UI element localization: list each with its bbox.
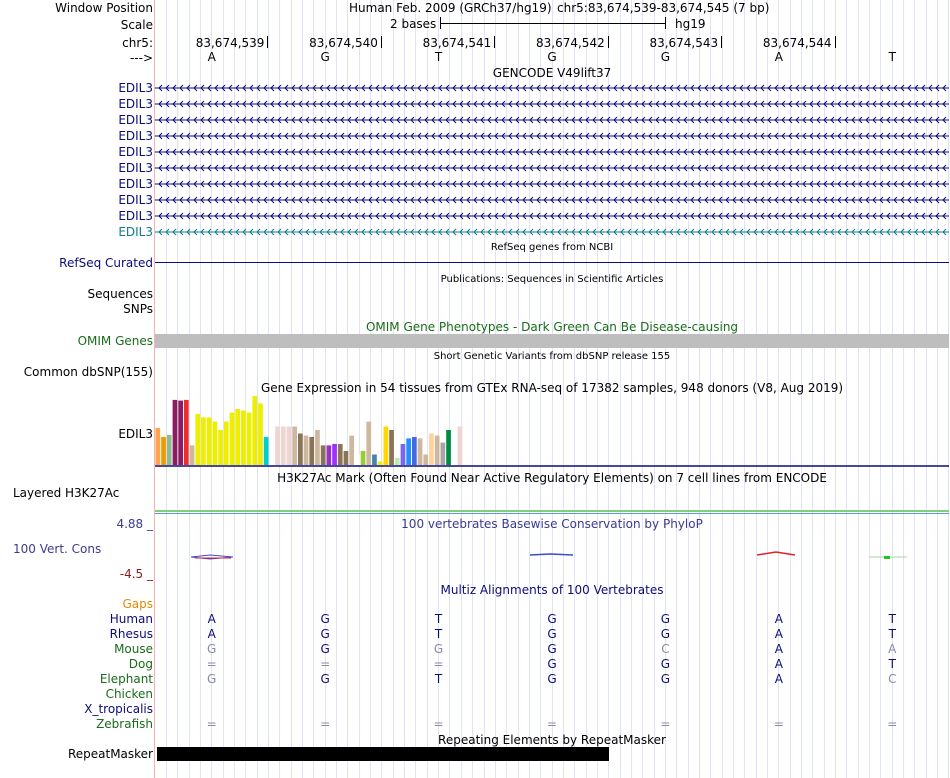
scale-bar-left-tick — [440, 17, 441, 29]
gtex-tissue-bar[interactable] — [304, 436, 309, 465]
gtex-tissue-bar[interactable] — [264, 437, 269, 465]
gencode-transcript-intron[interactable] — [155, 225, 949, 239]
gtex-tissue-bar[interactable] — [184, 400, 189, 465]
gtex-bar-chart[interactable] — [155, 396, 949, 468]
phylop-signal[interactable] — [155, 548, 949, 564]
gtex-tissue-bar[interactable] — [401, 444, 406, 465]
alignment-base: T — [888, 657, 896, 671]
reference-base: T — [888, 50, 896, 64]
species-label[interactable]: Chicken — [105, 687, 153, 701]
alignment-base: G — [207, 642, 217, 656]
gencode-transcript-label[interactable]: EDIL3 — [118, 209, 153, 223]
sequences-track-label[interactable]: Sequences — [87, 287, 153, 301]
alignment-base: G — [320, 627, 330, 641]
alignment-base: = — [433, 717, 444, 731]
gencode-transcript-label[interactable]: EDIL3 — [118, 81, 153, 95]
gtex-tissue-bar[interactable] — [235, 409, 240, 465]
phylop-min-label: -4.5 _ — [119, 567, 153, 581]
repeatmasker-element[interactable] — [157, 747, 609, 761]
phylop-mark-2 — [530, 554, 573, 555]
reference-base: G — [547, 50, 557, 64]
alignment-base: G — [660, 612, 671, 626]
coordinate-tick — [267, 36, 268, 48]
gencode-transcript-label[interactable]: EDIL3 — [118, 161, 153, 175]
species-label[interactable]: Zebrafish — [96, 717, 153, 731]
alignment-base: G — [660, 657, 671, 671]
gtex-tissue-bar[interactable] — [201, 417, 206, 465]
gtex-tissue-bar[interactable] — [361, 451, 366, 465]
alignment-base: G — [547, 642, 557, 656]
coordinate-label: 83,674,544 — [762, 36, 832, 50]
alignment-base: G — [207, 672, 217, 686]
gtex-tissue-bar[interactable] — [344, 451, 349, 465]
coordinate-tick — [835, 36, 836, 48]
gtex-tissue-bar[interactable] — [241, 410, 246, 465]
phylop-mark-4-box — [884, 556, 890, 559]
gencode-track-title: GENCODE V49lift37 — [492, 66, 612, 80]
alignment-base: A — [774, 642, 783, 656]
gtex-tissue-bar[interactable] — [230, 413, 235, 466]
alignment-base: G — [320, 612, 330, 626]
alignment-base: G — [547, 612, 557, 626]
gencode-transcript-label[interactable]: EDIL3 — [118, 145, 153, 159]
scale-text: 2 bases — [390, 17, 437, 31]
gencode-transcript-label[interactable]: EDIL3 — [118, 225, 153, 239]
gtex-tissue-bar[interactable] — [441, 443, 446, 465]
db-text: hg19 — [675, 17, 706, 31]
alignment-base: T — [434, 672, 443, 686]
gencode-transcript-label[interactable]: EDIL3 — [118, 97, 153, 111]
scale-label: Scale — [120, 18, 153, 32]
alignment-base: A — [888, 642, 897, 656]
gencode-transcript-label[interactable]: EDIL3 — [118, 177, 153, 191]
h3k27ac-track-title: H3K27Ac Mark (Often Found Near Active Regulatory Elements) on 7 cell lines from ENCODE — [277, 471, 827, 485]
gtex-tissue-bar[interactable] — [190, 445, 195, 465]
gtex-tissue-bar[interactable] — [366, 422, 371, 465]
alignment-base: G — [660, 627, 671, 641]
coordinate-label: 83,674,543 — [649, 36, 719, 50]
phylop-max-label: 4.88 _ — [116, 517, 153, 531]
coordinate-tick — [721, 36, 722, 48]
gtex-tissue-bar[interactable] — [213, 422, 218, 465]
coordinate-tick — [494, 36, 495, 48]
scale-bar-right-tick — [665, 17, 666, 29]
gtex-tissue-bar[interactable] — [378, 462, 383, 466]
phylop-mark-3 — [757, 552, 795, 555]
gtex-tissue-bar[interactable] — [275, 427, 280, 466]
coordinate-label: 83,674,542 — [536, 36, 605, 50]
coordinate-label: 83,674,540 — [309, 36, 378, 50]
gencode-transcript-intron[interactable] — [155, 81, 949, 95]
phylop-track-title: 100 vertebrates Basewise Conservation by PhyloP — [401, 517, 703, 531]
alignment-base: = — [206, 657, 217, 671]
alignment-base: C — [661, 642, 670, 656]
reference-base: A — [774, 50, 783, 64]
gtex-tissue-bar[interactable] — [258, 403, 263, 465]
gtex-tissue-bar[interactable] — [287, 427, 292, 466]
gencode-transcript-intron[interactable] — [155, 129, 949, 143]
dbsnp-track-label[interactable]: Common dbSNP(155) — [23, 365, 153, 379]
omim-track-label[interactable]: OMIM Genes — [77, 334, 153, 348]
omim-track-title: OMIM Gene Phenotypes - Dark Green Can Be Disease-causing — [365, 320, 739, 334]
gtex-tissue-bar[interactable] — [161, 437, 166, 465]
multiz-gaps-label: Gaps — [122, 597, 153, 611]
alignment-base: = — [433, 657, 444, 671]
alignment-base: = — [887, 717, 898, 731]
gtex-tissue-bar[interactable] — [173, 400, 178, 465]
alignment-base: G — [547, 627, 557, 641]
gtex-tissue-bar[interactable] — [435, 436, 440, 465]
gtex-tissue-bar[interactable] — [372, 455, 377, 466]
alignment-base: G — [320, 642, 330, 656]
alignment-base: G — [320, 672, 330, 686]
gtex-tissue-bar[interactable] — [218, 430, 223, 465]
species-label[interactable]: Elephant — [99, 672, 153, 686]
gtex-tissue-bar[interactable] — [321, 445, 326, 465]
gtex-tissue-bar[interactable] — [167, 435, 172, 465]
reference-base: G — [660, 50, 671, 64]
alignment-base: A — [207, 627, 216, 641]
alignment-base: A — [774, 627, 783, 641]
alignment-base: A — [774, 612, 783, 626]
alignment-base: T — [434, 612, 443, 626]
h3k27ac-track-label[interactable]: Layered H3K27Ac — [13, 486, 120, 500]
alignment-base: T — [888, 627, 896, 641]
alignment-base: C — [888, 672, 897, 686]
alignment-base: T — [434, 627, 443, 641]
species-label[interactable]: Human — [109, 612, 153, 626]
gtex-tissue-bar[interactable] — [298, 434, 303, 466]
gtex-tissue-bar[interactable] — [327, 445, 332, 465]
alignment-base: A — [207, 612, 216, 626]
repeatmasker-track-label[interactable]: RepeatMasker — [67, 747, 153, 761]
gtex-tissue-bar[interactable] — [270, 458, 275, 465]
gencode-transcript-intron[interactable] — [155, 161, 949, 175]
gtex-tissue-bar[interactable] — [429, 434, 434, 466]
chrom-label: chr5: — [122, 36, 153, 50]
gencode-transcript-intron[interactable] — [155, 113, 949, 127]
alignment-base: G — [547, 672, 557, 686]
gtex-tissue-bar[interactable] — [406, 438, 411, 465]
alignment-base: G — [660, 672, 671, 686]
gtex-tissue-bar[interactable] — [458, 427, 463, 466]
gtex-tissue-bar[interactable] — [281, 427, 286, 466]
alignment-base: = — [206, 717, 217, 731]
gtex-tissue-bar[interactable] — [418, 438, 423, 465]
coordinate-label: 83,674,539 — [195, 36, 265, 50]
coordinate-label: 83,674,541 — [422, 36, 492, 50]
alignment-base: = — [773, 717, 784, 731]
alignment-base: T — [888, 612, 896, 626]
gtex-tissue-bar[interactable] — [292, 427, 297, 466]
phylop-track-label[interactable]: 100 Vert. Cons — [13, 542, 102, 556]
gtex-tissue-bar[interactable] — [423, 455, 428, 466]
gtex-tissue-bar[interactable] — [349, 436, 354, 465]
gtex-tissue-bar[interactable] — [355, 455, 360, 466]
species-label[interactable]: Dog — [128, 657, 153, 671]
coordinate-tick — [381, 36, 382, 48]
multiz-track-title: Multiz Alignments of 100 Vertebrates — [440, 583, 664, 597]
gtex-tissue-bar[interactable] — [178, 401, 183, 465]
gtex-tissue-bar[interactable] — [412, 437, 417, 465]
strand-label: ---> — [129, 51, 153, 65]
gencode-transcript-label[interactable]: EDIL3 — [118, 113, 153, 127]
species-label[interactable]: Mouse — [114, 642, 153, 656]
repeatmasker-track-title: Repeating Elements by RepeatMasker — [438, 733, 666, 747]
gtex-tissue-bar[interactable] — [395, 458, 400, 465]
gencode-transcript-intron[interactable] — [155, 193, 949, 207]
gtex-track-label[interactable]: EDIL3 — [118, 427, 153, 441]
gtex-tissue-bar[interactable] — [338, 444, 343, 465]
gtex-tissue-bar[interactable] — [315, 430, 320, 465]
alignment-base: A — [774, 672, 783, 686]
gtex-tissue-bar[interactable] — [252, 396, 257, 465]
gencode-transcript-intron[interactable] — [155, 145, 949, 159]
gtex-tissue-bar[interactable] — [309, 437, 314, 465]
omim-gene-bar[interactable] — [155, 334, 949, 348]
gencode-transcript-intron[interactable] — [155, 177, 949, 191]
snps-track-label[interactable]: SNPs — [123, 302, 153, 316]
publications-track-title: Publications: Sequences in Scientific Articles — [440, 274, 664, 285]
dbsnp-track-title: Short Genetic Variants from dbSNP release 155 — [433, 351, 671, 362]
alignment-base: = — [320, 717, 331, 731]
gtex-tissue-bar[interactable] — [224, 422, 229, 465]
gtex-tissue-bar[interactable] — [195, 414, 200, 465]
species-label[interactable]: X_tropicalis — [84, 702, 153, 716]
gencode-transcript-intron[interactable] — [155, 209, 949, 223]
refseq-gene-line[interactable] — [155, 262, 949, 263]
gencode-transcript-intron[interactable] — [155, 97, 949, 111]
reference-base: G — [320, 50, 330, 64]
window-position-label: Window Position — [55, 1, 153, 15]
alignment-base: = — [320, 657, 331, 671]
assembly-title: Human Feb. 2009 (GRCh37/hg19) — [349, 1, 552, 15]
gtex-tissue-bar[interactable] — [247, 413, 252, 466]
species-label[interactable]: Rhesus — [109, 627, 153, 641]
gtex-tissue-bar[interactable] — [332, 444, 337, 465]
gtex-tissue-bar[interactable] — [452, 445, 457, 465]
h3k27ac-signal[interactable] — [155, 510, 949, 512]
gtex-tissue-bar[interactable] — [446, 430, 451, 465]
position-text[interactable]: chr5:83,674,539-83,674,545 (7 bp) — [557, 1, 770, 15]
gtex-tissue-bar[interactable] — [207, 417, 212, 465]
refseq-track-title: RefSeq genes from NCBI — [490, 242, 614, 253]
alignment-base: G — [433, 642, 444, 656]
gencode-transcript-label[interactable]: EDIL3 — [118, 129, 153, 143]
gtex-tissue-bar[interactable] — [156, 428, 161, 465]
h3k27ac-signal-2 — [155, 513, 949, 514]
gencode-transcript-label[interactable]: EDIL3 — [118, 193, 153, 207]
gtex-tissue-bar[interactable] — [389, 430, 394, 465]
reference-base: A — [207, 50, 216, 64]
refseq-track-label[interactable]: RefSeq Curated — [59, 256, 153, 270]
alignment-base: G — [547, 657, 557, 671]
gtex-tissue-bar[interactable] — [384, 427, 389, 466]
gtex-track-title: Gene Expression in 54 tissues from GTEx RNA-seq of 17382 samples, 948 donors (V8, Aug 2019) — [260, 381, 844, 395]
alignment-base: = — [546, 717, 558, 731]
coordinate-tick — [608, 36, 609, 48]
alignment-base: = — [660, 717, 671, 731]
alignment-base: A — [774, 657, 783, 671]
reference-base: T — [434, 50, 443, 64]
scale-bar — [440, 23, 666, 24]
